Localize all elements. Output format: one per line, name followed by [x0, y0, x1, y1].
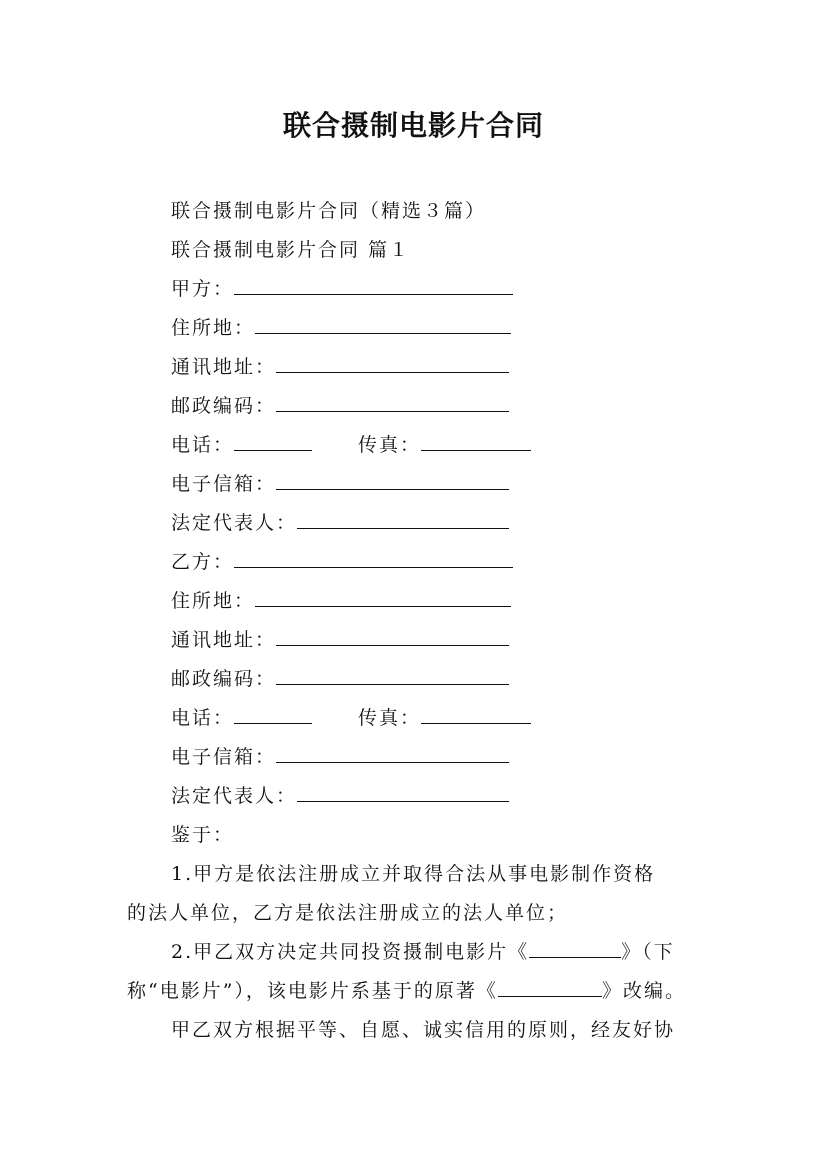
party-a-address-row	[171, 314, 511, 342]
party-a-fax-blank	[421, 431, 531, 451]
party-b-fax-blank	[421, 704, 531, 724]
party-a-mailing-row	[171, 353, 509, 381]
party-a-address-label: 住所地：	[171, 317, 256, 339]
clause-2-line-2-end: 》改编。	[601, 980, 686, 1002]
clause-2-line-1-end: 》（下	[621, 941, 675, 963]
party-b-label: 乙方：	[171, 551, 235, 573]
party-a-label: 甲方：	[171, 278, 235, 300]
party-b-mailing-label: 通讯地址：	[171, 629, 277, 651]
party-a-email-blank	[276, 470, 509, 490]
party-a-rep-blank	[297, 509, 509, 529]
party-a-email-label: 电子信箱：	[171, 473, 277, 495]
party-b-mailing-blank	[276, 626, 509, 646]
section-heading: 联合摄制电影片合同 篇１	[171, 239, 411, 261]
party-b-address-blank	[255, 587, 511, 607]
party-b-phone-label: 电话：	[171, 707, 235, 729]
clause-1-line-2: 的法人单位，乙方是依法注册成立的法人单位；	[127, 902, 569, 924]
party-b-email-row	[171, 743, 509, 771]
party-b-blank	[234, 548, 513, 568]
party-a-postcode-blank	[276, 392, 509, 412]
party-b-address-label: 住所地：	[171, 590, 256, 612]
party-a-row	[171, 275, 513, 303]
party-a-postcode-row	[171, 392, 509, 420]
party-a-postcode-label: 邮政编码：	[171, 395, 277, 417]
original-work-blank	[498, 977, 602, 997]
party-b-email-blank	[276, 743, 509, 763]
party-a-rep-label: 法定代表人：	[171, 512, 298, 534]
film-title-blank	[529, 938, 621, 958]
party-a-blank	[234, 275, 513, 295]
party-a-mailing-blank	[276, 353, 509, 373]
party-a-phone-row	[171, 431, 531, 459]
party-a-phone-label: 电话：	[171, 434, 235, 456]
party-b-rep-row	[171, 782, 509, 810]
party-b-postcode-blank	[276, 665, 509, 685]
clause-2-line-1-start: 2.甲乙双方决定共同投资摄制电影片《	[171, 941, 530, 963]
party-b-mailing-row	[171, 626, 509, 654]
party-a-email-row	[171, 470, 509, 498]
clause-3-line-1: 甲乙双方根据平等、自愿、诚实信用的原则，经友好协	[171, 1019, 676, 1041]
party-b-phone-blank	[234, 704, 312, 724]
party-b-rep-blank	[297, 782, 509, 802]
party-a-rep-row	[171, 509, 509, 537]
clause-2-line-2	[127, 977, 717, 1005]
party-b-postcode-label: 邮政编码：	[171, 668, 277, 690]
party-b-phone-row	[171, 704, 531, 732]
party-a-phone-blank	[234, 431, 312, 451]
party-b-rep-label: 法定代表人：	[171, 785, 298, 807]
clause-1-line-1: 1.甲方是依法注册成立并取得合法从事电影制作资格	[171, 863, 656, 885]
party-b-email-label: 电子信箱：	[171, 746, 277, 768]
party-b-fax-label: 传真：	[358, 707, 422, 729]
party-b-row	[171, 548, 513, 576]
clause-2-line-1	[171, 938, 717, 966]
clause-2-line-2-start: 称“电影片”），该电影片系基于的原著《	[127, 980, 498, 1002]
party-a-mailing-label: 通讯地址：	[171, 356, 277, 378]
whereas-label: 鉴于：	[171, 824, 235, 846]
party-b-postcode-row	[171, 665, 509, 693]
party-b-address-row	[171, 587, 511, 615]
document-title: 联合摄制电影片合同	[282, 109, 544, 142]
party-a-address-blank	[255, 314, 511, 334]
party-a-fax-label: 传真：	[358, 434, 422, 456]
document-subtitle: 联合摄制电影片合同（精选３篇）	[171, 200, 487, 222]
